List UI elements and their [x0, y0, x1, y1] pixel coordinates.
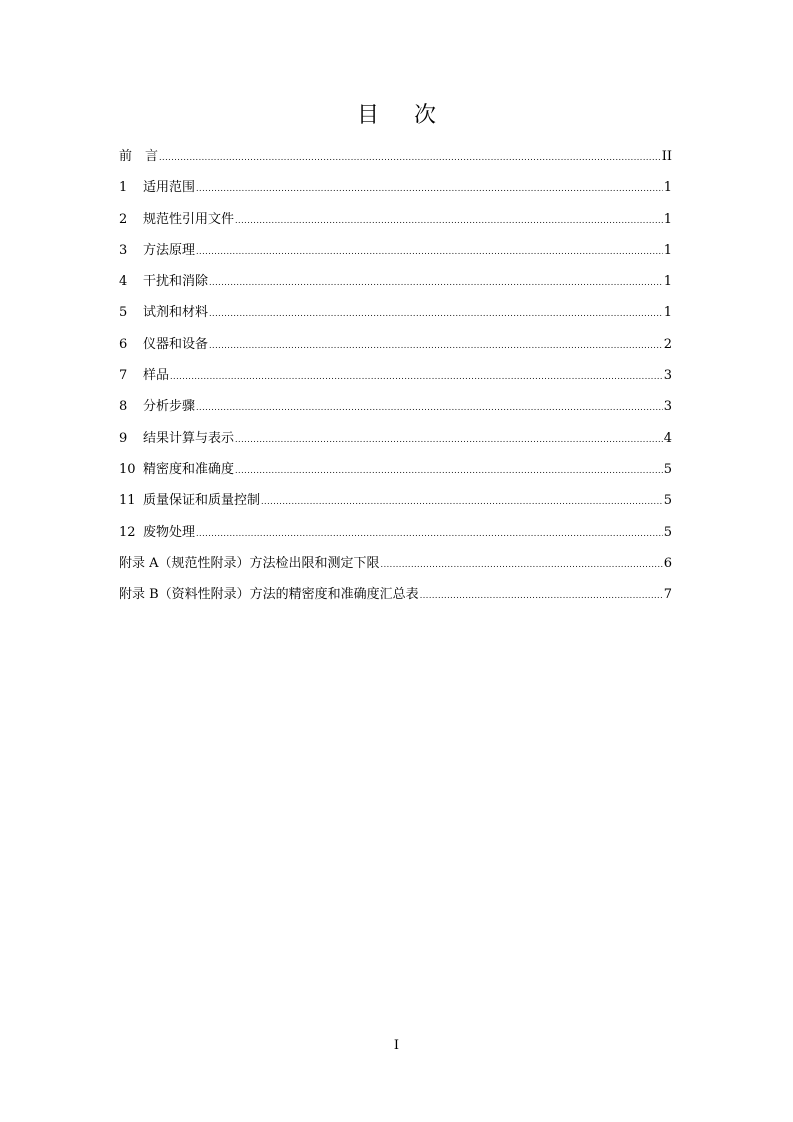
toc-entry-preface[interactable]	[119, 141, 672, 172]
toc-entry-label: 精密度和准确度	[143, 461, 235, 477]
toc-entry-number: 12	[119, 524, 136, 540]
toc-entry-label: 附录 A（规范性附录）方法检出限和测定下限	[119, 555, 380, 571]
toc-entry-page: 4	[663, 430, 672, 446]
toc-entry-number: 8	[119, 399, 128, 415]
toc-entry-label: 附录 B（资料性附录）方法的精密度和准确度汇总表	[119, 587, 419, 603]
toc-entry-page: 3	[663, 399, 672, 415]
toc-entry-number: 9	[119, 430, 128, 446]
toc-entry-page: 3	[663, 368, 672, 384]
toc-entry-label: 质量保证和质量控制	[143, 493, 261, 509]
toc-entry-number: 6	[119, 336, 128, 352]
toc-entry-number: 7	[119, 368, 128, 384]
toc-entry-11[interactable]	[119, 485, 672, 516]
toc-entry-page: 1	[663, 180, 672, 196]
toc-dot-leader	[261, 485, 663, 517]
toc-entry-page: 5	[663, 524, 672, 540]
toc-entry-label: 方法原理	[143, 242, 196, 258]
toc-entry-page: 5	[663, 493, 672, 509]
toc-entry-page: 1	[663, 305, 672, 321]
toc-entry-page: II	[661, 149, 672, 164]
toc-dot-leader	[196, 517, 663, 549]
toc-dot-leader	[235, 423, 663, 455]
page-title: 目 次	[357, 103, 450, 128]
toc-dot-leader	[235, 454, 663, 486]
toc-entry-page: 7	[663, 587, 672, 603]
toc-entry-page: 1	[663, 211, 672, 227]
toc-entry-page: 1	[663, 274, 672, 290]
toc-entry-4[interactable]	[119, 266, 672, 297]
toc-entry-label: 试剂和材料	[143, 305, 209, 321]
toc-entry-page: 6	[663, 555, 672, 571]
toc-dot-leader	[170, 360, 663, 392]
toc-dot-leader	[209, 329, 663, 361]
page-number: I	[393, 1038, 400, 1053]
toc-dot-leader	[235, 204, 663, 236]
toc-dot-leader	[420, 579, 663, 611]
toc-dot-leader	[196, 172, 663, 204]
toc-entry-number: 4	[119, 274, 128, 290]
table-of-contents	[119, 141, 672, 610]
toc-dot-leader	[381, 548, 663, 580]
toc-entry-label: 分析步骤	[143, 399, 196, 415]
toc-entry-1[interactable]	[119, 172, 672, 203]
toc-entry-number: 5	[119, 305, 128, 321]
toc-entry-3[interactable]	[119, 235, 672, 266]
toc-entry-label: 适用范围	[143, 180, 196, 196]
toc-entry-5[interactable]	[119, 297, 672, 328]
toc-dot-leader	[196, 391, 663, 423]
toc-entry-number: 11	[119, 493, 136, 509]
toc-entry-label: 干扰和消除	[143, 274, 209, 290]
toc-dot-leader	[209, 266, 663, 298]
toc-entry-12[interactable]	[119, 517, 672, 548]
toc-entry-appendix-b[interactable]	[119, 579, 672, 610]
toc-entry-label: 前 言	[119, 149, 159, 164]
toc-entry-label: 废物处理	[143, 524, 196, 540]
toc-dot-leader	[159, 141, 661, 173]
toc-entry-label: 仪器和设备	[143, 336, 209, 352]
toc-entry-appendix-a[interactable]	[119, 548, 672, 579]
toc-entry-page: 2	[663, 336, 672, 352]
toc-entry-9[interactable]	[119, 423, 672, 454]
toc-dot-leader	[196, 235, 663, 267]
toc-entry-10[interactable]	[119, 454, 672, 485]
toc-entry-8[interactable]	[119, 391, 672, 422]
toc-entry-number: 2	[119, 211, 128, 227]
toc-entry-number: 1	[119, 180, 128, 196]
toc-entry-page: 5	[663, 461, 672, 477]
toc-entry-number: 10	[119, 461, 136, 477]
toc-entry-2[interactable]	[119, 204, 672, 235]
toc-entry-label: 规范性引用文件	[143, 211, 235, 227]
toc-entry-7[interactable]	[119, 360, 672, 391]
toc-entry-page: 1	[663, 242, 672, 258]
toc-entry-6[interactable]	[119, 329, 672, 360]
toc-dot-leader	[209, 297, 663, 329]
toc-entry-label: 样品	[143, 368, 170, 384]
toc-entry-label: 结果计算与表示	[143, 430, 235, 446]
toc-entry-number: 3	[119, 242, 128, 258]
